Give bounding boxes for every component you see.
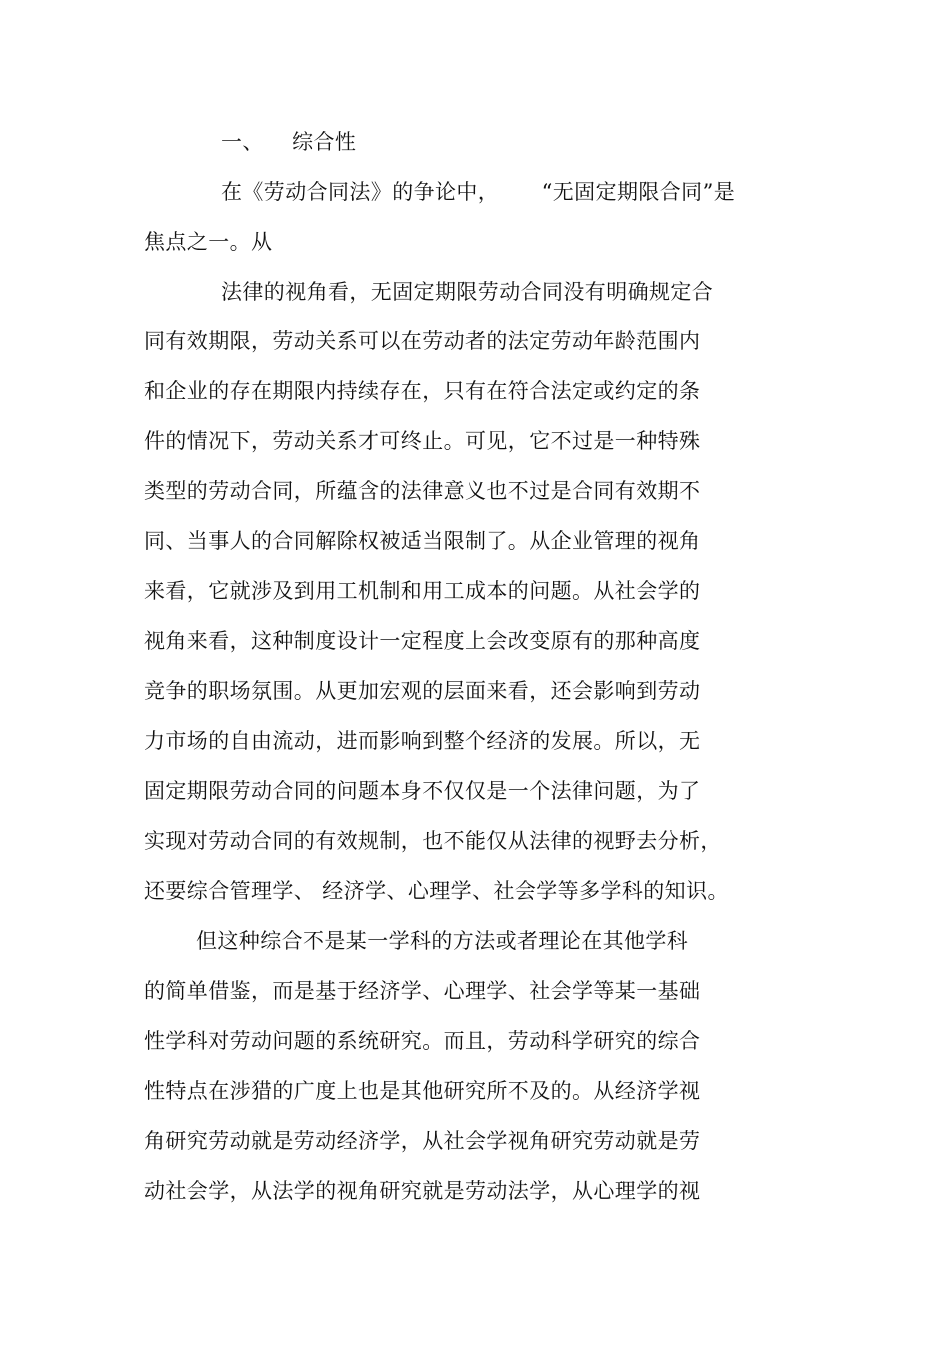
text-line: 焦点之一。从 [144, 230, 273, 254]
text-line: 还要综合管理学、 经济学、心理学、社会学等多学科的知识。 [144, 879, 729, 903]
text-line: 法律的视角看，无固定期限劳动合同没有明确规定合 [221, 280, 714, 304]
text-line: 固定期限劳动合同的问题本身不仅仅是一个法律问题，为了 [144, 779, 701, 803]
text-line: 动社会学，从法学的视角研究就是劳动法学，从心理学的视 [144, 1179, 701, 1203]
text-line: 的简单借鉴，而是基于经济学、心理学、社会学等某一基础 [144, 979, 701, 1003]
text-line: 实现对劳动合同的有效规制，也不能仅从法律的视野去分析， [144, 829, 722, 853]
text-line: 力市场的自由流动，进而影响到整个经济的发展。所以，无 [144, 729, 701, 753]
text-line: 性特点在涉猎的广度上也是其他研究所不及的。从经济学视 [144, 1079, 701, 1103]
text-line: 竞争的职场氛围。从更加宏观的层面来看，还会影响到劳动 [144, 679, 701, 703]
text-line: 同有效期限，劳动关系可以在劳动者的法定劳动年龄范围内 [144, 329, 701, 353]
text-line: 在《劳动合同法》的争论中， “无固定期限合同”是 [221, 180, 736, 204]
text-line: 来看，它就涉及到用工机制和用工成本的问题。从社会学的 [144, 579, 701, 603]
text-line: 但这种综合不是某一学科的方法或者理论在其他学科 [196, 929, 689, 953]
text-line: 件的情况下，劳动关系才可终止。可见，它不过是一种特殊 [144, 429, 701, 453]
text-line: 类型的劳动合同，所蕴含的法律意义也不过是合同有效期不 [144, 479, 701, 503]
text-line: 角研究劳动就是劳动经济学，从社会学视角研究劳动就是劳 [144, 1129, 701, 1153]
text-line: 性学科对劳动问题的系统研究。而且，劳动科学研究的综合 [144, 1029, 701, 1053]
text-line: 同、当事人的合同解除权被适当限制了。从企业管理的视角 [144, 529, 701, 553]
text-line: 视角来看，这种制度设计一定程度上会改变原有的那种高度 [144, 629, 701, 653]
section-heading: 一、 综合性 [221, 130, 357, 154]
text-line: 和企业的存在期限内持续存在，只有在符合法定或约定的条 [144, 379, 701, 403]
